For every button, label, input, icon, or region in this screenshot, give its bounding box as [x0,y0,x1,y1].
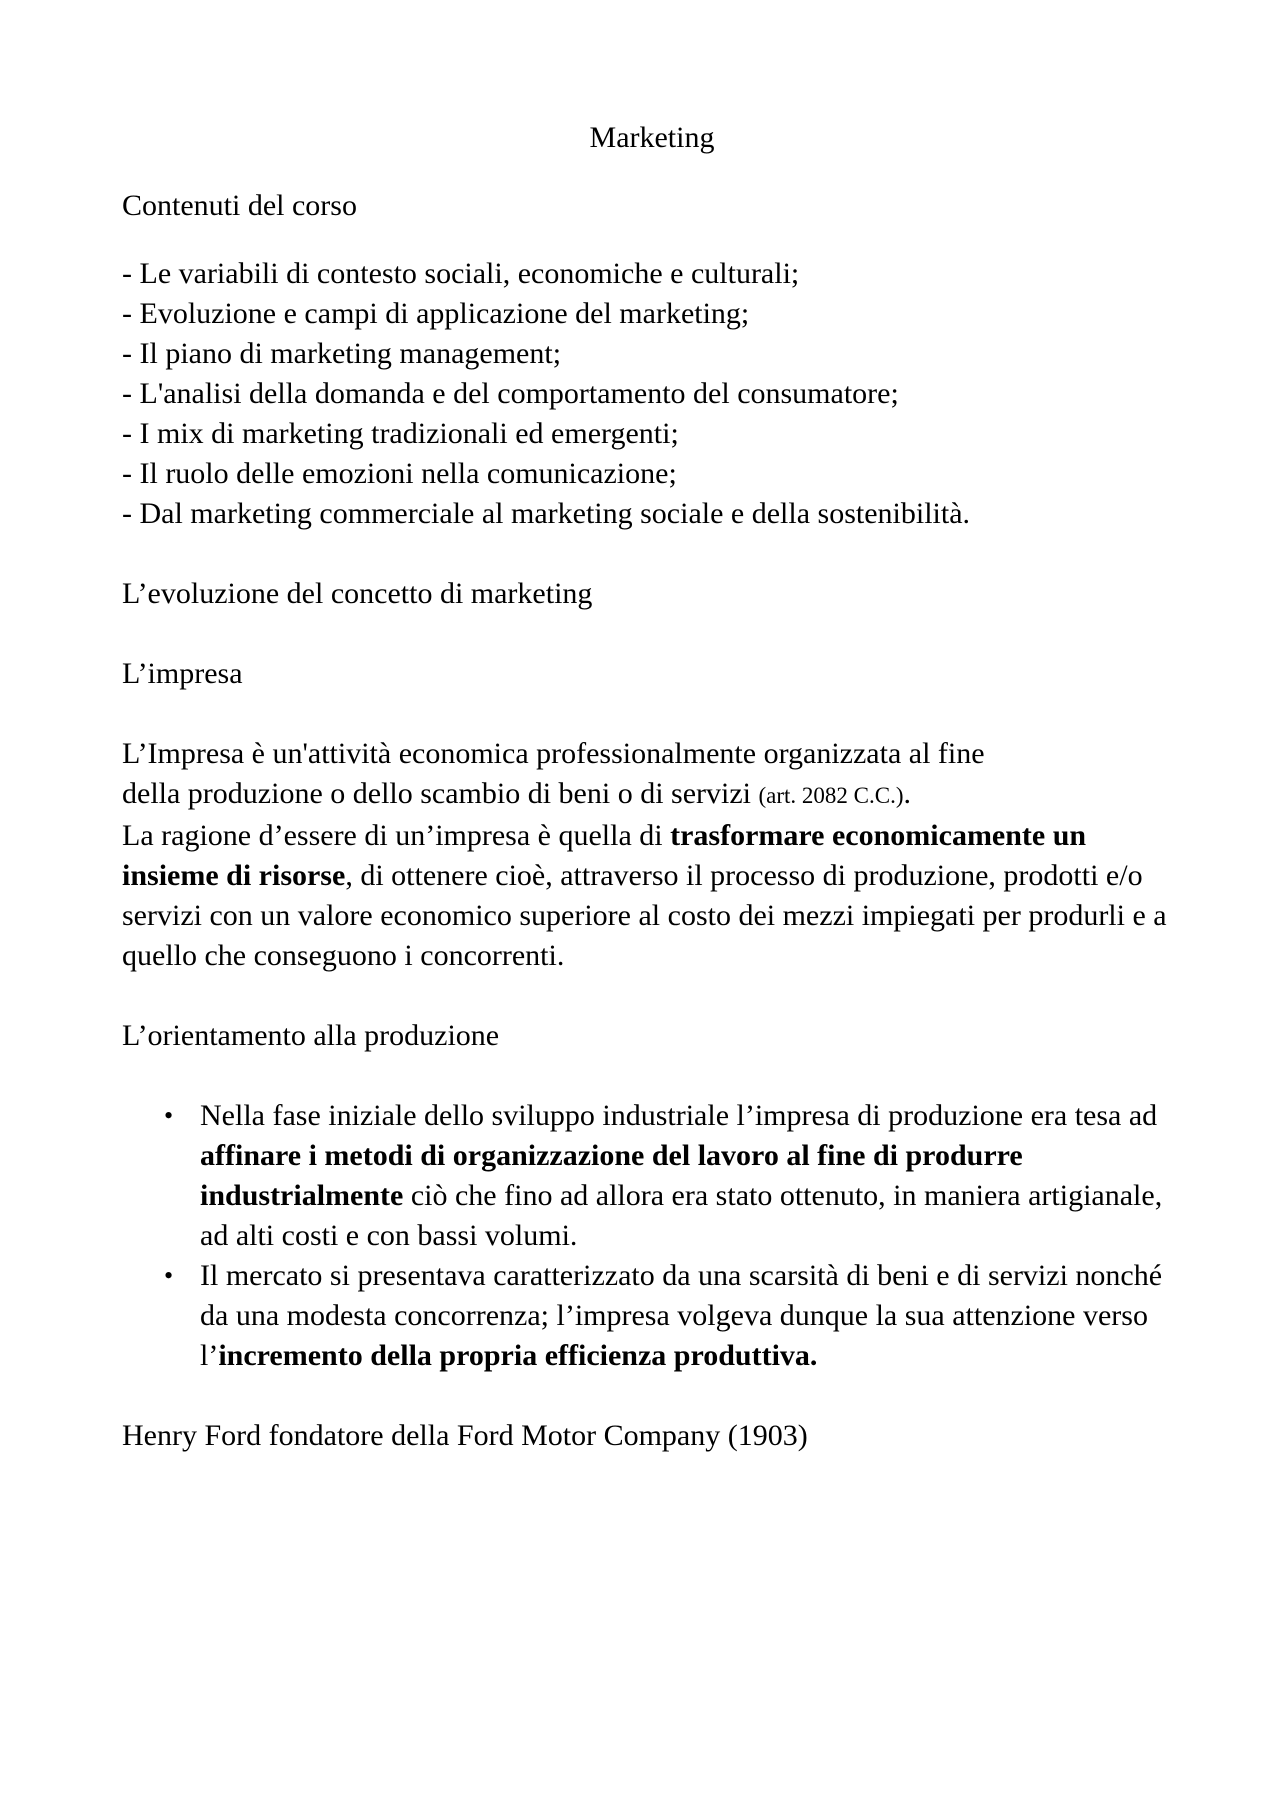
ford-line: Henry Ford fondatore della Ford Motor Company (1903) [122,1419,808,1452]
impresa-heading: L’impresa [122,657,243,690]
bullet-text-end: ciò che fino ad allora era stato ottenuto, in maniera artigianale, ad alti costi e con bassi volumi. [200,1179,1163,1252]
bullet-icon: • [164,1101,174,1130]
list-item: - Dal marketing commerciale al marketing sociale e della sostenibilità. [122,497,971,530]
impresa-line-1: L’Impresa è un'attività economica professionalmente organizzata al fine [122,737,985,770]
reason-bold: trasformare economicamente un insieme di risorse [122,819,1087,892]
course-contents-list [122,254,1182,534]
bullet-item [122,1256,1182,1376]
bullet-icon: • [164,1261,174,1290]
reason-start: La ragione d’essere di un’impresa è quella di [122,819,671,852]
bullet-text-start: Nella fase iniziale dello sviluppo industriale l’impresa di produzione era tesa ad [200,1099,1158,1132]
legal-reference: (art. 2082 C.C.) [758,783,904,808]
list-item: - Evoluzione e campi di applicazione del marketing; [122,297,750,330]
impresa-definition [122,734,1182,976]
reason-end: , di ottenere cioè, attraverso il processo di produzione, prodotti e/o servizi con un valore economico superiore al costo dei mezzi impiegati per produrli e a quello che conseguono i concorrenti. [122,859,1167,972]
bullet-text-start: Il mercato si presentava caratterizzato da una scarsità di beni e di servizi nonché da una modesta concorrenza; l’impresa volgeva dunque la sua attenzione verso l’ [200,1259,1163,1372]
document-body [122,118,1182,1456]
spacer [122,1056,1182,1096]
bullet-text-bold: affinare i metodi di organizzazione del lavoro al fine di produrre industrialmente [200,1139,1023,1212]
list-item: - Le variabili di contesto sociali, economiche e culturali; [122,257,800,290]
spacer [122,1376,1182,1416]
production-bullet-list [122,1096,1182,1376]
evolution-heading: L’evoluzione del concetto di marketing [122,577,593,610]
course-heading: Contenuti del corso [122,189,357,222]
document-title: Marketing [589,121,715,154]
spacer [122,614,1182,654]
spacer [122,976,1182,1016]
spacer [122,158,1182,186]
list-item: - Il ruolo delle emozioni nella comunicazione; [122,457,677,490]
bullet-item [122,1096,1182,1256]
impresa-line-2-end: . [903,777,912,810]
spacer [122,534,1182,574]
list-item: - Il piano di marketing management; [122,337,562,370]
production-heading: L’orientamento alla produzione [122,1019,500,1052]
spacer [122,694,1182,734]
list-item: - L'analisi della domanda e del comportamento del consumatore; [122,377,899,410]
spacer [122,226,1182,254]
impresa-line-2: della produzione o dello scambio di beni o di servizi [122,777,759,810]
list-item: - I mix di marketing tradizionali ed emergenti; [122,417,679,450]
bullet-text-bold: incremento della propria efficienza produttiva. [218,1339,818,1372]
